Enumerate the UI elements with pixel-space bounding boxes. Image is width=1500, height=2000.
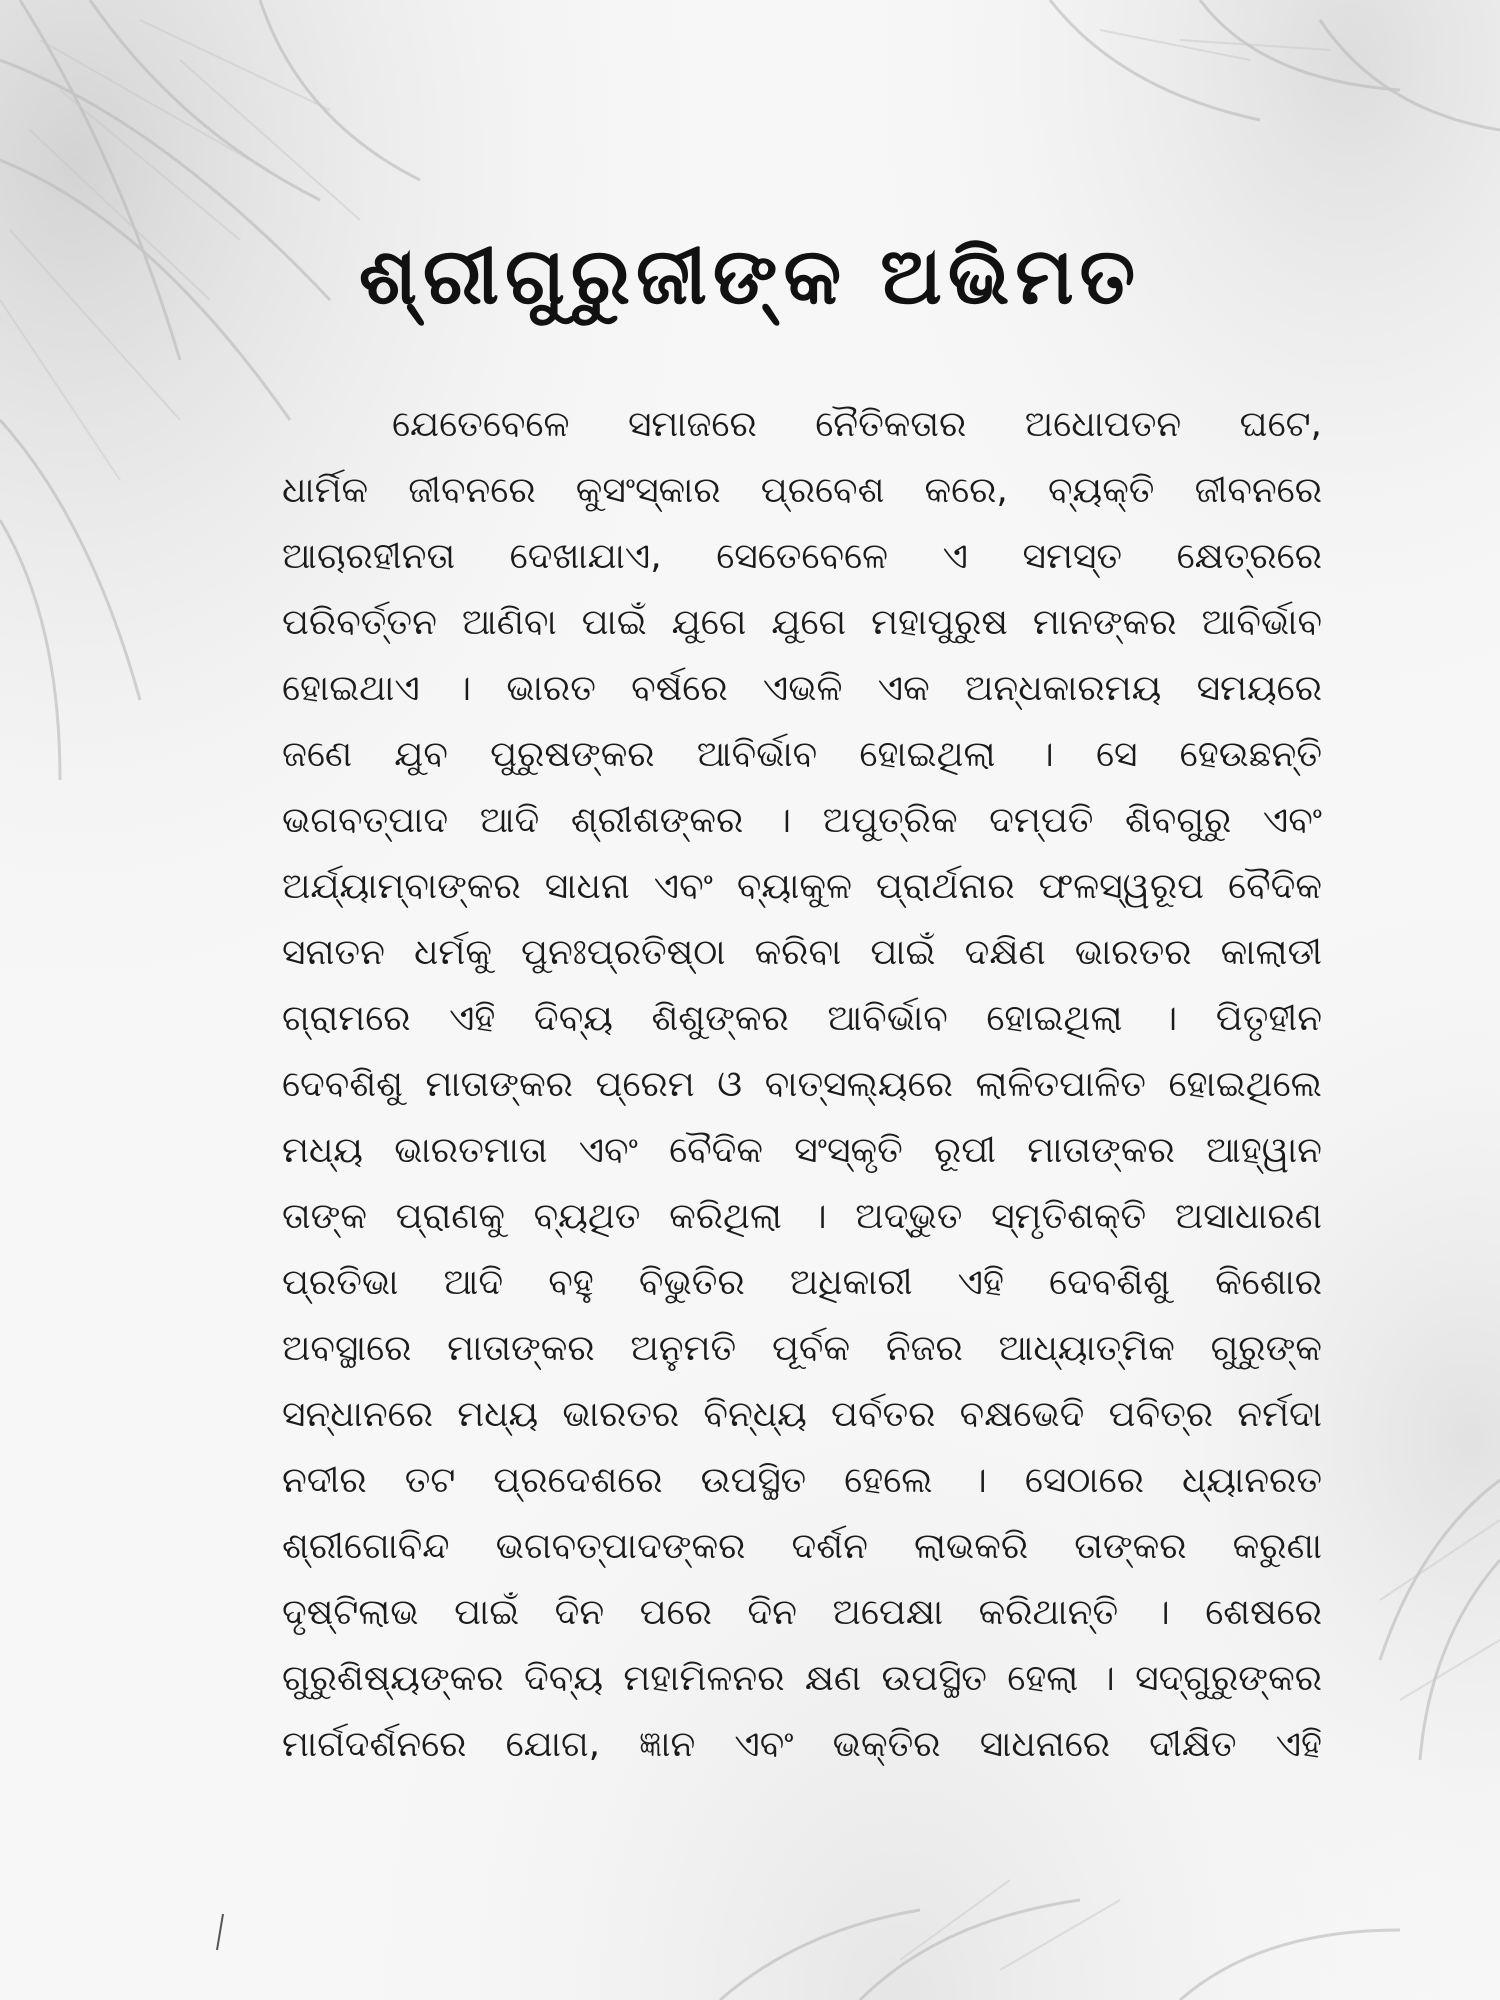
text-line: ତାଙ୍କ ପ୍ରାଣକୁ ବ୍ୟଥିତ କରିଥିଲା । ଅଦ୍ଭୁତ ସ୍ମୃତିଶକ୍ତି ଅସାଧାରଣ: [282, 1196, 1322, 1237]
text-line: ଦେବଶିଶୁ ମାତାଙ୍କର ପ୍ରେମ ଓ ବାତ୍ସଲ୍ୟରେ ଲାଳିତପାଳିତ ହୋଇଥିଲେ: [282, 1064, 1322, 1105]
text-line: ମଧ୍ୟ ଭାରତମାତା ଏବଂ ବୈଦିକ ସଂସ୍କୃତି ରୂପୀ ମାତାଙ୍କର ଆହ୍ୱାନ: [282, 1130, 1322, 1171]
text-line: ସନ୍ଧାନରେ ମଧ୍ୟ ଭାରତର ବିନ୍ଧ୍ୟ ପର୍ବତର ବକ୍ଷଭେଦି ପବିତ୍ର ନର୍ମଦା: [282, 1394, 1322, 1435]
text-line: ଧାର୍ମିକ ଜୀବନରେ କୁସଂସ୍କାର ପ୍ରବେଶ କରେ, ବ୍ୟକ୍ତି ଜୀବନରେ: [282, 470, 1322, 511]
text-line: ଆଚାରହୀନତା ଦେଖାଯାଏ, ସେତେବେଳେ ଏ ସମସ୍ତ କ୍ଷେତ୍ରରେ: [282, 536, 1322, 577]
text-line: ଶ୍ରୀଗୋବିନ୍ଦ ଭଗବତ୍‌ପାଦଙ୍କର ଦର୍ଶନ ଲାଭକରି ତାଙ୍କର କରୁଣା: [282, 1526, 1322, 1567]
text-line: ଅବସ୍ଥାରେ ମାତାଙ୍କର ଅନୁମତି ପୂର୍ବକ ନିଜର ଆଧ୍ୟାତ୍ମିକ ଗୁରୁଙ୍କ: [282, 1328, 1322, 1369]
text-line: ଭଗବତ୍‌ପାଦ ଆଦି ଶ୍ରୀଶଙ୍କର । ଅପୁତ୍ରିକ ଦମ୍ପତି ଶିବଗୁରୁ ଏବଂ: [282, 800, 1322, 841]
page-title: ଶ୍ରୀଗୁରୁଜୀଙ୍କ ଅଭିମତ: [358, 232, 1142, 322]
text-line: ଯେତେବେଳେ ସମାଜରେ ନୈତିକତାର ଅଧୋପତନ ଘଟେ,: [392, 404, 1322, 445]
text-line: ନଦୀର ତଟ ପ୍ରଦେଶରେ ଉପସ୍ଥିତ ହେଲେ । ସେଠାରେ ଧ୍ୟାନରତ: [282, 1460, 1322, 1501]
text-line: ଦୃଷ୍ଟିଲାଭ ପାଇଁ ଦିନ ପରେ ଦିନ ଅପେକ୍ଷା କରିଥାନ୍ତି । ଶେଷରେ: [282, 1592, 1322, 1633]
text-line: ପ୍ରତିଭା ଆଦି ବହୁ ବିଭୁତିର ଅଧିକାରୀ ଏହି ଦେବଶିଶୁ କିଶୋର: [282, 1262, 1322, 1303]
text-line: ଗ୍ରାମରେ ଏହି ଦିବ୍ୟ ଶିଶୁଙ୍କର ଆବିର୍ଭାବ ହୋଇଥିଲା । ପିତୃହୀନ: [282, 998, 1322, 1039]
text-line: ହୋଇଥାଏ । ଭାରତ ବର୍ଷରେ ଏଭଳି ଏକ ଅନ୍ଧକାରମୟ ସମୟରେ: [282, 668, 1322, 709]
stray-pen-mark: [214, 1912, 226, 1952]
text-line: ଜଣେ ଯୁବ ପୁରୁଷଙ୍କର ଆବିର୍ଭାବ ହୋଇଥିଲା । ସେ ହେଉଛନ୍ତି: [282, 734, 1322, 775]
text-line: ମାର୍ଗଦର୍ଶନରେ ଯୋଗ, ଜ୍ଞାନ ଏବଂ ଭକ୍ତିର ସାଧନାରେ ଦୀକ୍ଷିତ ଏହି: [282, 1724, 1322, 1765]
body-paragraph: [282, 392, 1322, 1778]
text-line: ଗୁରୁଶିଷ୍ୟଙ୍କର ଦିବ୍ୟ ମହାମିଳନର କ୍ଷଣ ଉପସ୍ଥିତ ହେଲା । ସଦ୍‌ଗୁରୁଙ୍କର: [282, 1658, 1322, 1699]
text-line: ସନାତନ ଧର୍ମକୁ ପୁନଃପ୍ରତିଷ୍ଠା କରିବା ପାଇଁ ଦକ୍ଷିଣ ଭାରତର କାଲାଡୀ: [282, 932, 1322, 973]
text-line: ଅର୍ଯ୍ୟାମ୍ବାଙ୍କର ସାଧନା ଏବଂ ବ୍ୟାକୁଳ ପ୍ରାର୍ଥନାର ଫଳସ୍ୱରୂପ ବୈଦିକ: [282, 866, 1322, 907]
text-line: ପରିବର୍ତ୍ତନ ଆଣିବା ପାଇଁ ଯୁଗେ ଯୁଗେ ମହାପୁରୁଷ ମାନଙ୍କର ଆବିର୍ଭାବ: [282, 602, 1322, 643]
